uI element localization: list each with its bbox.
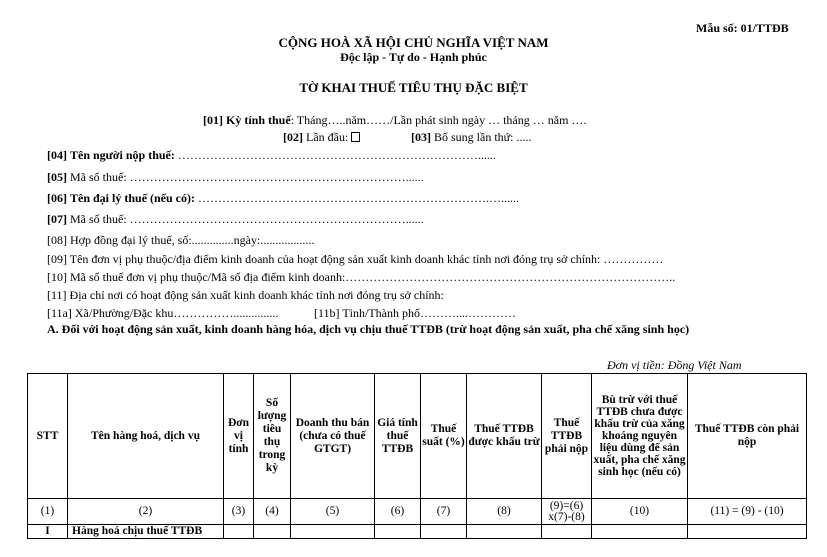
field-06-dots: ……………………………………………………………….…...... — [195, 191, 520, 205]
field-05[interactable] — [47, 170, 424, 185]
field-07-dots: ……………………………………………………………...... — [126, 212, 424, 226]
table-header-row — [28, 374, 807, 499]
row-cell[interactable] — [375, 525, 421, 539]
form-title: TỜ KHAI THUẾ TIÊU THỤ ĐẶC BIỆT — [299, 80, 528, 95]
tax-period-label: Kỳ tính thuế — [226, 113, 291, 127]
row-cell[interactable] — [421, 525, 467, 539]
col-item-name: Tên hàng hoá, dịch vụ — [68, 374, 224, 499]
country-heading: CỘNG HOÀ XÃ HỘI CHỦ NGHĨA VIỆT NAM — [278, 35, 549, 50]
field-04-dots: …………………………………………………………………...... — [174, 148, 496, 162]
row-cell[interactable] — [688, 525, 807, 539]
field-04[interactable] — [47, 148, 496, 163]
form-number: Mẫu số: 01/TTĐB — [696, 21, 789, 35]
field-04-code: [04] — [47, 148, 67, 162]
index-cell: (9)=(6) x(7)-(8) — [542, 499, 592, 525]
field-07-label: Mã số thuế: — [70, 212, 127, 226]
tax-period-line — [203, 113, 586, 128]
field-06-label: Tên đại lý thuế (nếu có): — [70, 191, 196, 205]
col-deductible-tax: Thuế TTĐB được khấu trừ — [467, 374, 542, 499]
row-cell[interactable] — [467, 525, 542, 539]
col-payable-tax: Thuế TTĐB phải nộp — [542, 374, 592, 499]
field-09[interactable]: [09] Tên đơn vị phụ thuộc/địa điểm kinh doanh của hoạt động sản xuất kinh doanh khác tỉnh nơi đóng trụ sở chính: …………… — [47, 252, 664, 266]
index-cell: (8) — [467, 499, 542, 525]
col-revenue: Doanh thu bán (chưa có thuế GTGT) — [291, 374, 375, 499]
first-time-line — [283, 130, 360, 145]
tax-period-code: [01] — [203, 113, 223, 127]
row-stt: I — [28, 525, 68, 539]
index-cell: (6) — [375, 499, 421, 525]
index-cell: (7) — [421, 499, 467, 525]
supplement-line — [411, 130, 532, 145]
field-05-code: [05] — [47, 170, 67, 184]
row-cell[interactable] — [224, 525, 254, 539]
currency-unit: Đơn vị tiền: Đồng Việt Nam — [607, 358, 742, 372]
motto: Độc lập - Tự do - Hạnh phúc — [340, 50, 487, 64]
col-quantity: Số lượng tiêu thụ trong kỳ — [254, 374, 291, 499]
first-time-code: [02] — [283, 130, 303, 144]
index-cell: (5) — [291, 499, 375, 525]
field-10[interactable]: [10] Mã số thuế đơn vị phụ thuộc/Mã số địa điểm kinh doanh:……………………………………………………………………….. — [47, 270, 676, 284]
row-cell[interactable] — [254, 525, 291, 539]
field-07-code: [07] — [47, 212, 67, 226]
tax-table — [27, 373, 807, 539]
field-06-code: [06] — [47, 191, 67, 205]
supplement-label: Bổ sung lần thứ: ..... — [434, 130, 532, 144]
row-cell[interactable] — [291, 525, 375, 539]
first-time-checkbox[interactable] — [351, 132, 360, 142]
index-cell: (1) — [28, 499, 68, 525]
field-06[interactable] — [47, 191, 519, 206]
index-cell: (3) — [224, 499, 254, 525]
field-07[interactable] — [47, 212, 424, 227]
field-05-label: Mã số thuế: — [70, 170, 127, 184]
col-stt: STT — [28, 374, 68, 499]
col-offset: Bù trừ với thuế TTĐB chưa được khấu trừ của xăng khoáng nguyên liệu dùng để sản xuất, pha chế xăng sinh học (nếu có) — [592, 374, 688, 499]
supplement-code: [03] — [411, 130, 431, 144]
col-tax-rate: Thuế suất (%) — [421, 374, 467, 499]
field-04-label: Tên người nộp thuế: — [70, 148, 175, 162]
col-taxable-price: Giá tính thuế TTĐB — [375, 374, 421, 499]
table-row — [28, 525, 807, 539]
index-cell: (11) = (9) - (10) — [688, 499, 807, 525]
index-cell: (10) — [592, 499, 688, 525]
index-cell: (2) — [68, 499, 224, 525]
section-a-heading: A. Đối với hoạt động sản xuất, kinh doanh hàng hóa, dịch vụ chịu thuế TTĐB (trừ hoạt động sản xuất, pha chế xăng sinh học) — [47, 322, 690, 336]
field-11a[interactable]: [11a] Xã/Phường/Đặc khu……………............... — [47, 306, 279, 320]
index-cell: (4) — [254, 499, 291, 525]
tax-period-text: : Tháng…..năm……/Lần phát sinh ngày … tháng … năm …. — [290, 113, 587, 127]
first-time-label: Lần đầu: — [306, 130, 349, 144]
field-05-dots: ……………………………………………………………...... — [126, 170, 424, 184]
field-08[interactable]: [08] Hợp đồng đại lý thuế, số:..............ngày:.................. — [47, 233, 315, 247]
col-remaining-tax: Thuế TTĐB còn phải nộp — [688, 374, 807, 499]
row-cell[interactable] — [542, 525, 592, 539]
col-unit: Đơn vị tính — [224, 374, 254, 499]
table-index-row — [28, 499, 807, 525]
field-11b[interactable]: [11b] Tỉnh/Thành phố………....………… — [314, 306, 516, 320]
field-11: [11] Địa chỉ nơi có hoạt động sản xuất kinh doanh khác tỉnh nơi đóng trụ sở chính: — [47, 288, 444, 302]
row-item-name: Hàng hoá chịu thuế TTĐB — [68, 525, 224, 539]
row-cell[interactable] — [592, 525, 688, 539]
